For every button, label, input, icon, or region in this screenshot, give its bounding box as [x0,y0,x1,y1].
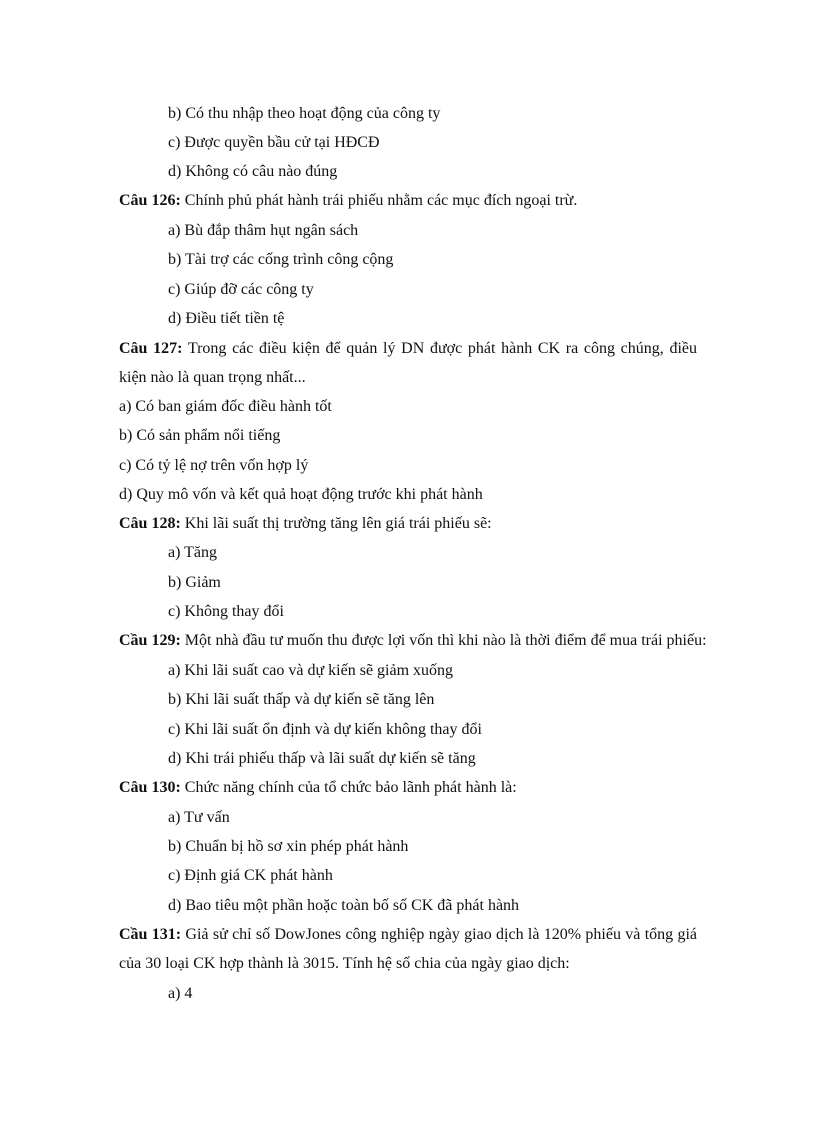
option-line: b) Tài trợ các cống trình công cộng [168,251,394,268]
question-127 [119,339,697,359]
question-label: Cầu 131: [119,926,182,943]
option-line: a) Có ban giám đốc điều hành tốt [119,398,332,415]
option-line: c) Không thay đổi [168,603,284,620]
option-line: c) Giúp đỡ các công ty [168,281,314,298]
question-128 [119,514,492,534]
question-text: Khi lãi suất thị trường tăng lên giá trái phiếu sẽ: [180,515,492,532]
option-line: a) Tư vấn [168,809,230,826]
question-126 [119,191,577,211]
question-text: Trong các điều kiện để quản lý DN được phát hành CK ra công chúng, điều [182,340,698,357]
option-line: d) Không có câu nào đúng [168,163,338,180]
question-text: Một nhà đầu tư muốn thu được lợi vốn thì khi nào là thời điểm để mua trái phiếu: [180,632,707,649]
option-line: a) Tăng [168,544,218,561]
option-line: c) Khi lãi suất ổn định và dự kiến không thay đổi [168,721,482,738]
question-text-continued: kiện nào là quan trọng nhất... [119,369,306,386]
question-label: Câu 130: [119,779,181,796]
option-line: d) Bao tiêu một phần hoặc toàn bố số CK đã phát hành [168,897,520,914]
option-line: c) Được quyền bầu cử tại HĐCĐ [168,134,380,151]
question-text: Giả sử chỉ số DowJones công nghiệp ngày giao dịch là 120% phiếu và tổng giá [181,926,698,943]
question-label: Câu 127: [119,340,183,357]
option-line: c) Có tỷ lệ nợ trên vốn hợp lý [119,457,309,474]
question-label: Câu 126: [119,192,181,209]
option-line: d) Quy mô vốn và kết quả hoạt động trước khi phát hành [119,486,483,503]
question-130 [119,778,517,798]
option-line: d) Điều tiết tiền tệ [168,310,285,327]
option-line: b) Khi lãi suất thấp và dự kiến sẽ tăng lên [168,691,435,708]
option-line: a) 4 [168,985,193,1002]
option-line: c) Định giá CK phát hành [168,867,333,884]
option-line: b) Chuẩn bị hồ sơ xin phép phát hành [168,838,409,855]
question-131 [119,925,697,945]
question-text: Chính phủ phát hành trái phiếu nhằm các mục đích ngoại trừ. [180,192,578,209]
question-129 [119,631,707,651]
option-line: b) Có thu nhập theo hoạt động của công ty [168,105,441,122]
question-text-continued: của 30 loại CK hợp thành là 3015. Tính hệ số chia của ngày giao dịch: [119,955,570,972]
question-label: Cầu 129: [119,632,181,649]
option-line: a) Bù đắp thâm hụt ngân sách [168,222,359,239]
option-line: a) Khi lãi suất cao và dự kiến sẽ giảm xuống [168,662,454,679]
option-line: d) Khi trái phiếu thấp và lãi suất dự kiến sẽ tăng [168,750,476,767]
question-text: Chức năng chính của tổ chức bảo lãnh phát hành là: [180,779,517,796]
question-label: Câu 128: [119,515,181,532]
option-line: b) Có sản phẩm nổi tiếng [119,427,281,444]
option-line: b) Giảm [168,574,221,591]
